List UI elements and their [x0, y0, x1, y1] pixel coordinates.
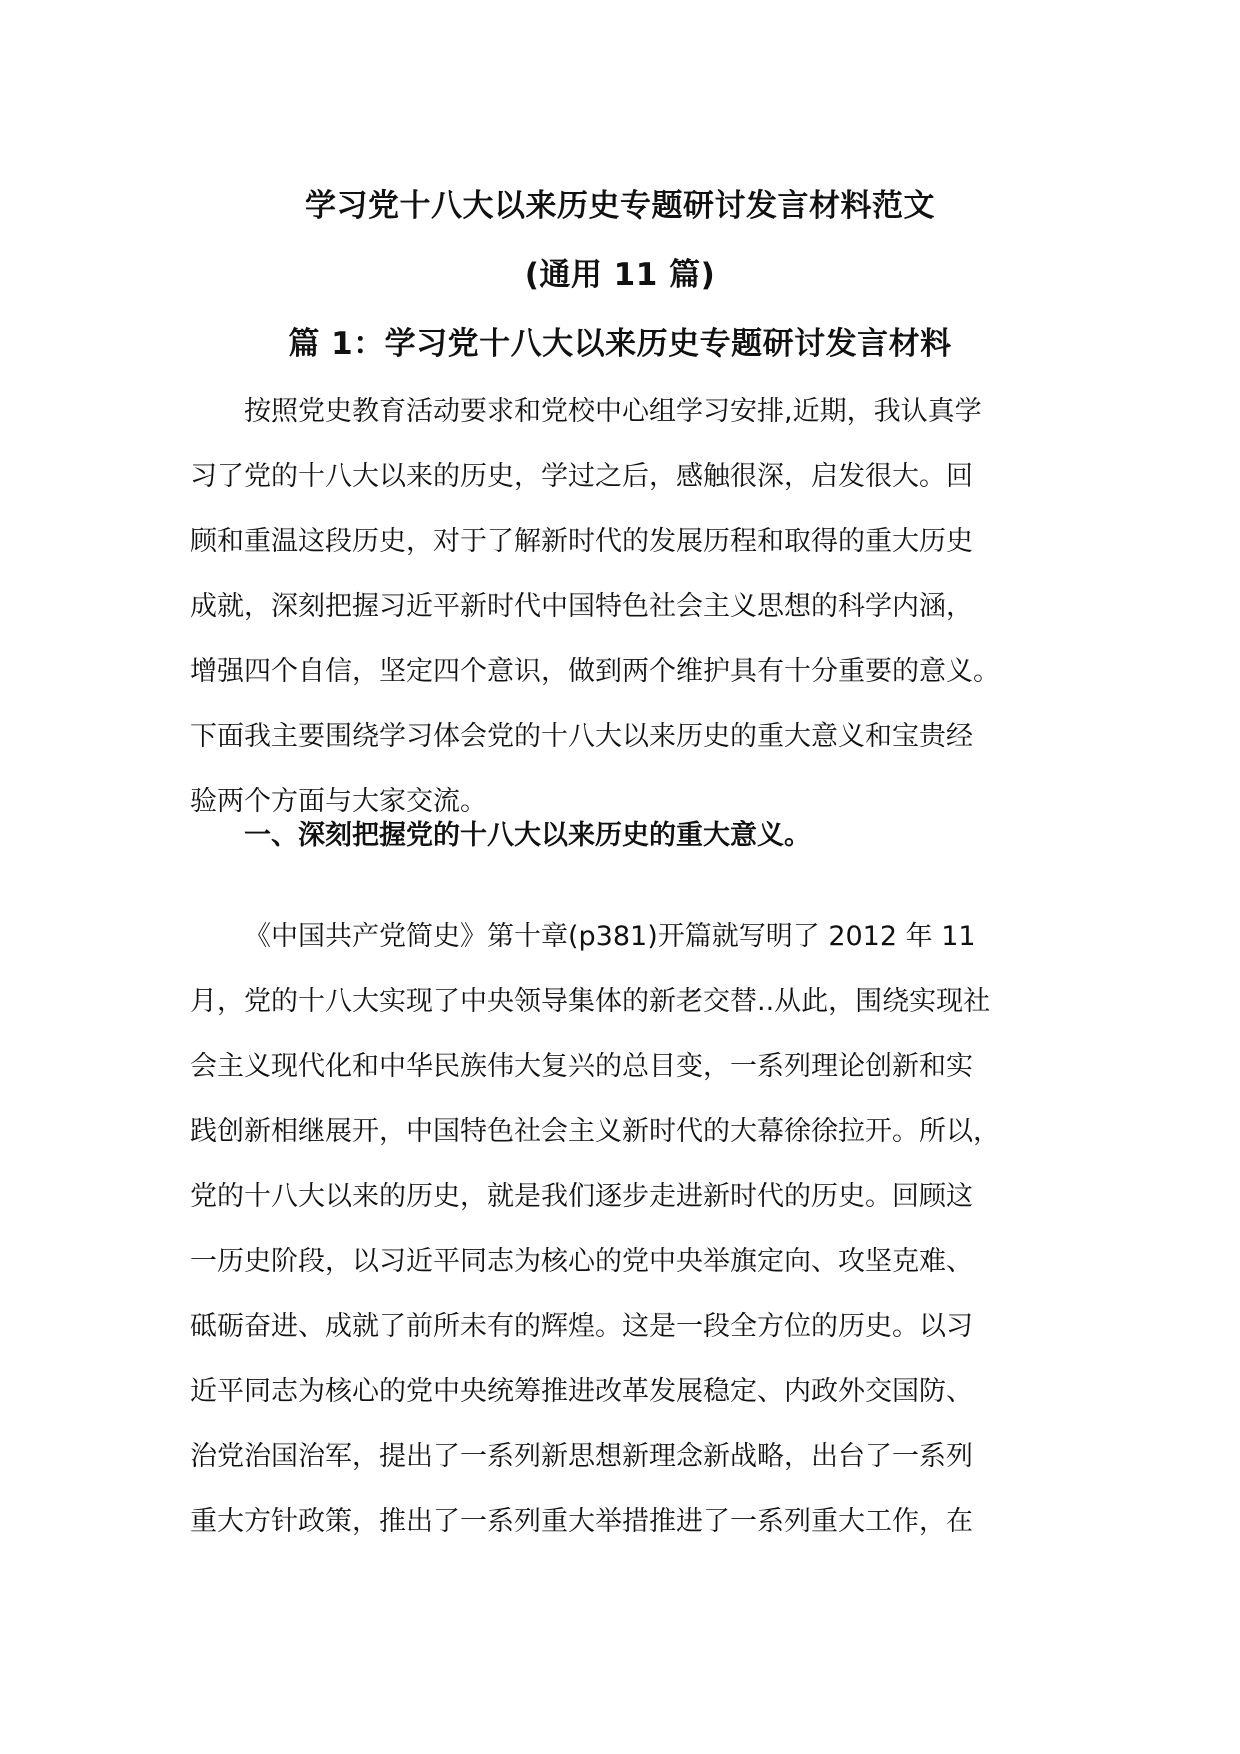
article-heading: 篇 1：学习党十八大以来历史专题研讨发言材料: [288, 326, 952, 362]
paragraph-line: 践创新相继展开，中国特色社会主义新时代的大幕徐徐拉开。所以，: [190, 1116, 1000, 1147]
paragraph-line: 《中国共产党简史》第十章(p381)开篇就写明了 2012 年 11: [244, 921, 976, 952]
paragraph-line: 月，党的十八大实现了中央领导集体的新老交替..从此，围绕实现社: [190, 986, 991, 1017]
paragraph-2: [190, 904, 1070, 1554]
paragraph-line: 会主义现代化和中华民族伟大复兴的总目变，一系列理论创新和实: [190, 1051, 973, 1082]
paragraph-line: 重大方针政策，推出了一系列重大举措推进了一系列重大工作，在: [190, 1506, 973, 1537]
paragraph-line: 习了党的十八大以来的历史，学过之后，感触很深，启发很大。回: [190, 461, 973, 492]
paragraph-line: 验两个方面与大家交流。: [190, 786, 487, 817]
paragraph-line: 党的十八大以来的历史，就是我们逐步走进新时代的历史。回顾这: [190, 1181, 973, 1212]
section-1-heading: [190, 803, 1070, 868]
section-heading-text: 一、深刻把握党的十八大以来历史的重大意义。: [244, 820, 811, 851]
document-subtitle: (通用 11 篇): [524, 257, 716, 293]
paragraph-line: 顾和重温这段历史，对于了解新时代的发展历程和取得的重大历史: [190, 526, 973, 557]
paragraph-line: 按照党史教育活动要求和党校中心组学习安排,近期，我认真学: [244, 396, 982, 427]
paragraph-1: [190, 379, 1070, 834]
paragraph-line: 一历史阶段，以习近平同志为核心的党中央举旗定向、攻坚克难、: [190, 1246, 973, 1277]
paragraph-line: 增强四个自信，坚定四个意识，做到两个维护具有十分重要的意义。: [190, 656, 1000, 687]
paragraph-line: 成就，深刻把握习近平新时代中国特色社会主义思想的科学内涵，: [190, 591, 973, 622]
paragraph-line: 下面我主要围绕学习体会党的十八大以来历史的重大意义和宝贵经: [190, 721, 973, 752]
paragraph-line: 近平同志为核心的党中央统筹推进改革发展稳定、内政外交国防、: [190, 1376, 973, 1407]
document-title: 学习党十八大以来历史专题研讨发言材料范文: [305, 188, 935, 224]
paragraph-line: 砥砺奋进、成就了前所未有的辉煌。这是一段全方位的历史。以习: [190, 1311, 973, 1342]
paragraph-line: 治党治国治军，提出了一系列新思想新理念新战略，出台了一系列: [190, 1441, 973, 1472]
